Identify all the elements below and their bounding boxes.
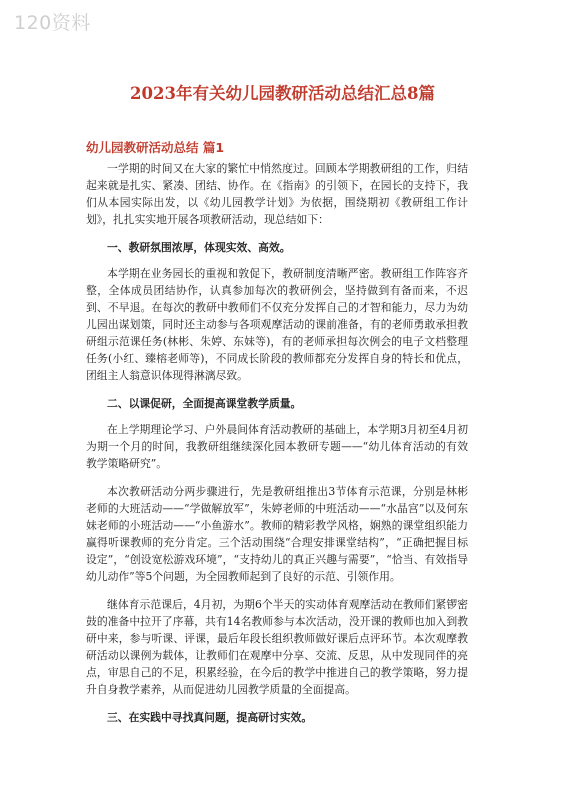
paragraph-intro: 一学期的时间又在大家的繁忙中悄然度过。回顾本学期教研组的工作，归结起来就是扎实、紧凑、团结、协作。在《指南》的引领下，在园长的支持下，我们从本园实际出发，以《幼儿园教学计划》为依据，围绕期初《教研组工作计划》，扎扎实实地开展各项教研活动，现总结如下： <box>86 162 468 226</box>
paragraph-1: 本学期在业务园长的重视和敦促下，教研制度清晰严密。教研组工作阵容齐整，全体成员团结协作，认真参加每次的教研例会，坚持做到有备而来，不迟到、不早退。在每次的教研中教师们不仅充分发挥自己的才智和能力，尽力为幼儿园出谋划策，同时还主动参与各项观摩活动的课前准备，有的老师勇敢承担教研组示范课任务(林彬、朱婷、东妹等)，有的老师承担每次例会的电子文档整理任务(小红、臻榕老师等)，不同成长阶段的教师都充分发挥自身的特长和优点，团组主人翁意识体现得淋漓尽致。 <box>86 267 468 382</box>
document-title: 2023年有关幼儿园教研活动总结汇总8篇 <box>130 84 435 103</box>
subheading-2: 二、以课促研，全面提高课堂教学质量。 <box>107 397 302 410</box>
paragraph-2: 在上学期理论学习、户外晨间体育活动教研的基础上，本学期3月初至4月初为期一个月的时间，我教研组继续深化园本教研专题——“幼儿体育活动的有效教学策略研究”。 <box>86 423 468 470</box>
subheading-1: 一、教研氛围浓厚，体现实效、高效。 <box>107 241 291 254</box>
watermark: 120资料 <box>14 12 91 34</box>
document-body <box>86 160 468 735</box>
section-heading: 幼儿园教研活动总结 篇1 <box>86 140 225 155</box>
subheading-3: 三、在实践中寻找真问题，提高研讨实效。 <box>107 711 313 724</box>
paragraph-4: 继体育示范课后，4月初，为期6个半天的实动体育观摩活动在教师们紧锣密鼓的准备中拉开了序幕，共有14名教师参与本次活动，没开课的教师也加入到教研中来，参与听课、评课，最后年段长组织教师做好课后点评环节。本次观摩教研活动以课例为载体，让教师们在观摩中分享、交流、反思，从中发现同伴的亮点，审思自己的不足，积累经验，在今后的教学中推进自己的教学策略，努力提升自身教学素养，从而促进幼儿园教学质量的全面提高。 <box>86 598 468 696</box>
paragraph-3: 本次教研活动分两步骤进行，先是教研组推出3节体育示范课，分别是林彬老师的大班活动——“学做解放军”，朱婷老师的中班活动——“水晶宫”以及何东妹老师的小班活动——“小鱼游水”。教师的精彩教学风格，娴熟的课堂组织能力赢得听课教师的充分肯定。三个活动围绕“合理安排课堂结构”，“正确把握目标设定”，“创设宽松游戏环境”，“支持幼儿的真正兴趣与需要”，“恰当、有效指导幼儿动作”等5个问题，为全园教师起到了良好的示范、引领作用。 <box>86 485 468 583</box>
